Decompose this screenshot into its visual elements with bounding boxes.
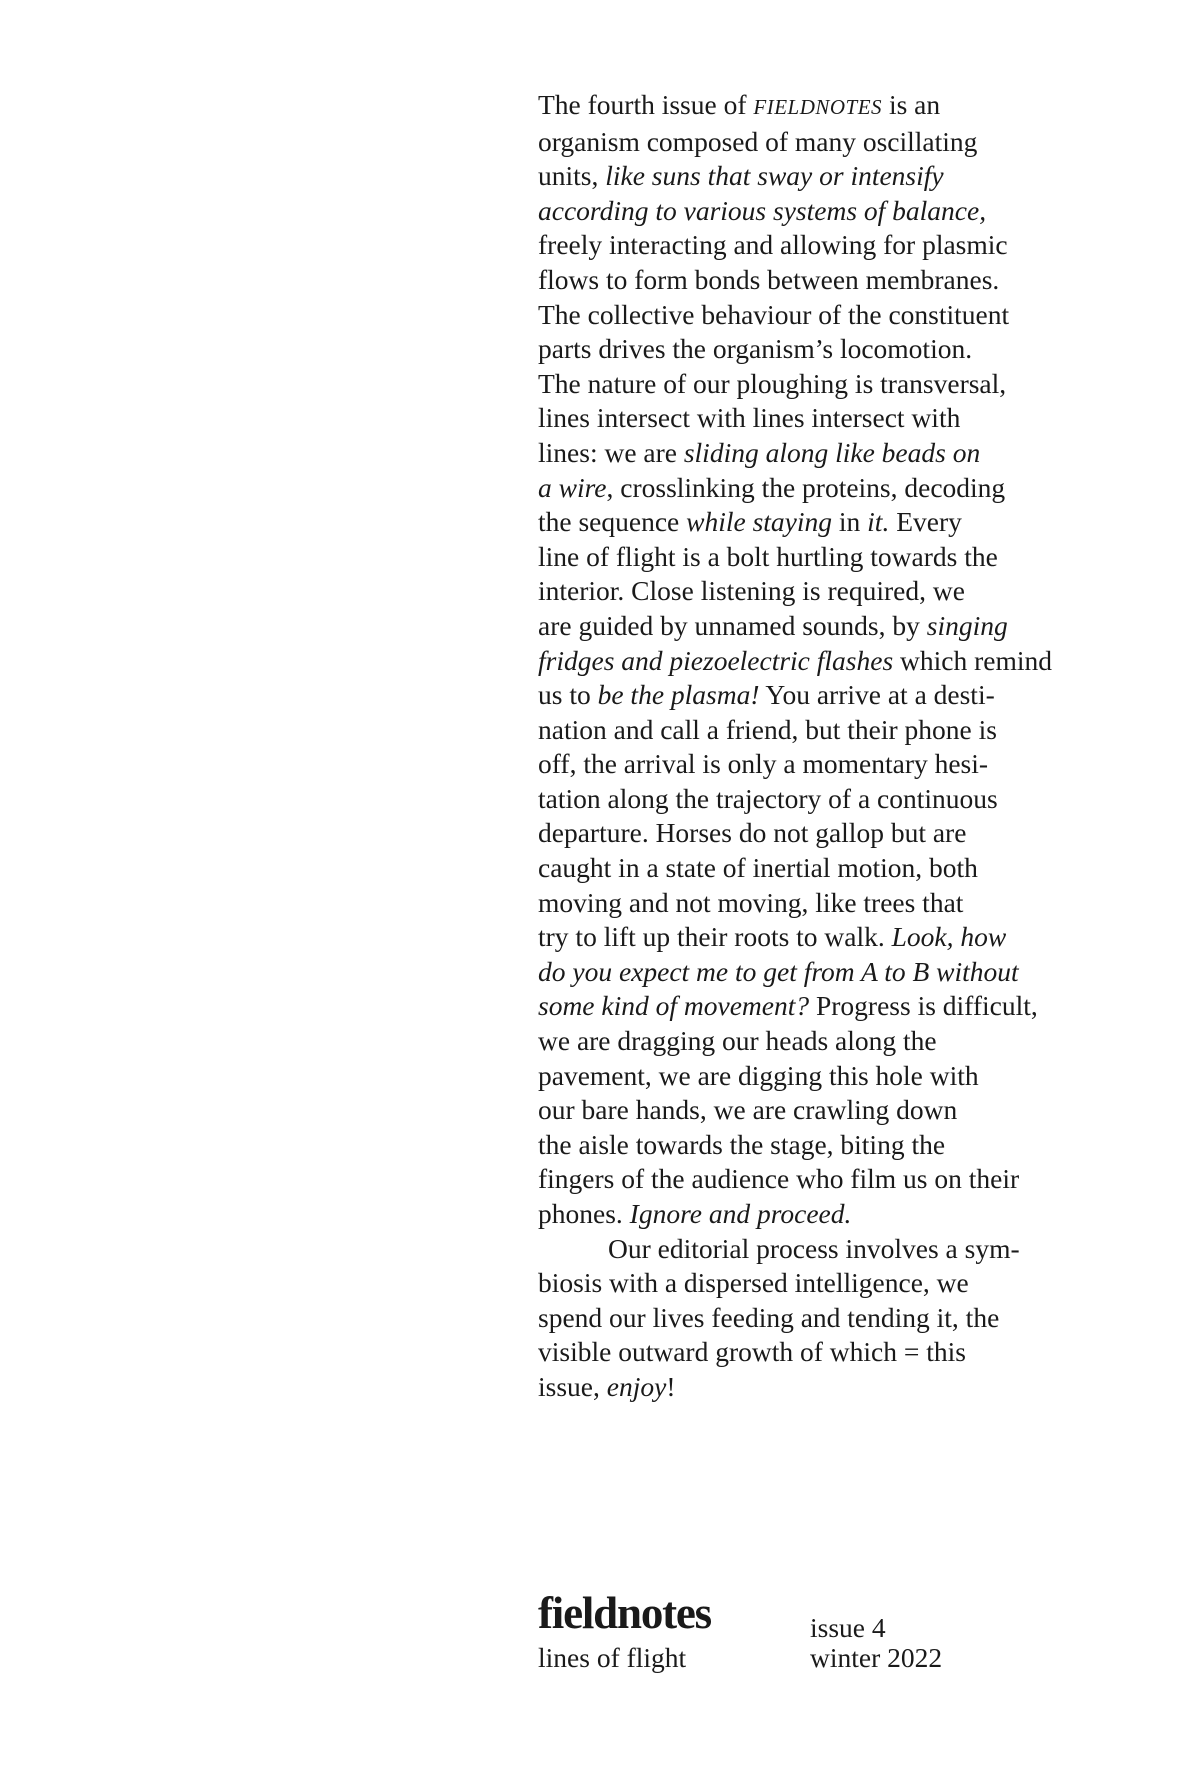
editorial-text xyxy=(538,88,1078,1405)
text-run: off, the arrival is only a momentary hesi- xyxy=(538,748,989,780)
text-line xyxy=(538,125,1078,160)
text-line xyxy=(538,574,1078,609)
text-run: Every xyxy=(889,506,962,538)
magazine-name-run: FIELDNOTES xyxy=(753,95,883,119)
text-run: fingers of the audience who film us on their xyxy=(538,1163,1020,1195)
italic-run: be the plasma! xyxy=(597,679,760,711)
text-line xyxy=(538,1301,1078,1336)
text-line xyxy=(538,1128,1078,1163)
italic-run: like suns that sway or intensify xyxy=(605,160,944,192)
text-run: lines: we are xyxy=(538,436,684,468)
italic-run: do you expect me to get from A to B without xyxy=(538,955,1019,987)
text-run: visible outward growth of which = this xyxy=(538,1336,966,1368)
text-run: units, xyxy=(538,160,606,192)
italic-run: enjoy xyxy=(606,1370,667,1402)
text-run: spend our lives feeding and tending it, the xyxy=(538,1301,1000,1333)
text-run: flows to form bonds between membranes. xyxy=(538,263,1000,295)
text-run: moving and not moving, like trees that xyxy=(538,886,964,918)
italic-run: fridges and piezoelectric flashes xyxy=(538,644,894,676)
text-line xyxy=(538,1335,1078,1370)
text-run: Our editorial process involves a sym- xyxy=(608,1232,1020,1264)
text-run: the aisle towards the stage, biting the xyxy=(538,1128,946,1160)
text-run: are guided by unnamed sounds, by xyxy=(538,609,927,641)
text-run: us to xyxy=(538,679,598,711)
text-line xyxy=(538,644,1078,679)
text-run: we are dragging our heads along the xyxy=(538,1025,937,1057)
text-run: freely interacting and allowing for plasmic xyxy=(538,229,1008,261)
text-run: is an xyxy=(882,89,941,120)
text-run: line of flight is a bolt hurtling towards the xyxy=(538,540,998,572)
text-run: try to lift up their roots to walk. xyxy=(538,921,892,953)
text-run: parts drives the organism’s locomotion. xyxy=(538,333,973,365)
text-line xyxy=(538,471,1078,506)
text-line xyxy=(538,263,1078,298)
colophon xyxy=(538,1588,1058,1698)
text-line xyxy=(538,609,1078,644)
text-run: tation along the trajectory of a continuous xyxy=(538,782,998,814)
text-line xyxy=(538,367,1078,402)
text-line xyxy=(538,713,1078,748)
text-run: organism composed of many oscillating xyxy=(538,125,978,157)
text-line xyxy=(538,886,1078,921)
text-run: caught in a state of inertial motion, both xyxy=(538,852,978,884)
italic-run: according to various systems of balance, xyxy=(538,194,987,226)
text-line xyxy=(538,1197,1078,1232)
text-run: nation and call a friend, but their phone is xyxy=(538,713,997,745)
text-run: , crosslinking the proteins, decoding xyxy=(606,471,1006,503)
text-line xyxy=(538,747,1078,782)
text-run: biosis with a dispersed intelligence, we xyxy=(538,1267,969,1299)
text-run: The nature of our ploughing is transversal, xyxy=(538,367,1007,399)
text-line xyxy=(538,436,1078,471)
text-run: our bare hands, we are crawling down xyxy=(538,1094,958,1126)
italic-run: Ignore and proceed. xyxy=(629,1198,852,1229)
italic-run: singing xyxy=(926,609,1008,641)
text-run: The collective behaviour of the constituent xyxy=(538,298,1010,330)
text-run: You arrive at a desti- xyxy=(759,679,995,711)
italic-run: a wire xyxy=(538,471,607,503)
text-line xyxy=(538,1162,1078,1197)
italic-run: sliding along like beads on xyxy=(683,436,981,468)
italic-run: while staying xyxy=(686,506,833,538)
text-run: the sequence xyxy=(538,506,687,538)
text-line xyxy=(538,159,1078,194)
text-line xyxy=(538,505,1078,540)
text-run: phones. xyxy=(538,1198,630,1229)
text-run: which remind xyxy=(893,644,1053,676)
text-line xyxy=(538,920,1078,955)
text-run: interior. Close listening is required, we xyxy=(538,575,965,607)
text-line xyxy=(538,332,1078,367)
text-run: lines intersect with lines intersect with xyxy=(538,402,961,434)
text-line xyxy=(538,228,1078,263)
issue-season: winter 2022 xyxy=(810,1642,943,1673)
text-line xyxy=(538,1024,1078,1059)
text-line xyxy=(538,540,1078,575)
text-line xyxy=(538,1059,1078,1094)
italic-run: it. xyxy=(867,506,890,538)
text-line xyxy=(538,88,1078,125)
text-line xyxy=(538,298,1078,333)
text-line xyxy=(538,194,1078,229)
text-line xyxy=(538,851,1078,886)
masthead-title: fieldnotes xyxy=(538,1588,711,1638)
text-line xyxy=(538,989,1078,1024)
text-run: issue, xyxy=(538,1370,607,1402)
italic-run: some kind of movement? xyxy=(538,990,810,1022)
text-line xyxy=(538,782,1078,817)
text-run: The fourth issue of xyxy=(538,89,754,120)
text-line xyxy=(538,1093,1078,1128)
text-run: Progress is difficult, xyxy=(809,990,1038,1022)
text-line xyxy=(538,1232,1078,1267)
text-line xyxy=(538,1370,1078,1405)
text-line xyxy=(538,816,1078,851)
text-run: departure. Horses do not gallop but are xyxy=(538,817,967,849)
text-run: in xyxy=(832,506,868,538)
issue-number: issue 4 xyxy=(810,1612,886,1643)
text-line xyxy=(538,678,1078,713)
italic-run: Look, how xyxy=(891,921,1007,953)
text-line xyxy=(538,401,1078,436)
text-line xyxy=(538,1266,1078,1301)
text-line xyxy=(538,955,1078,990)
issue-subtitle: lines of flight xyxy=(538,1642,687,1673)
text-run: ! xyxy=(666,1370,676,1402)
text-run: pavement, we are digging this hole with xyxy=(538,1059,979,1091)
